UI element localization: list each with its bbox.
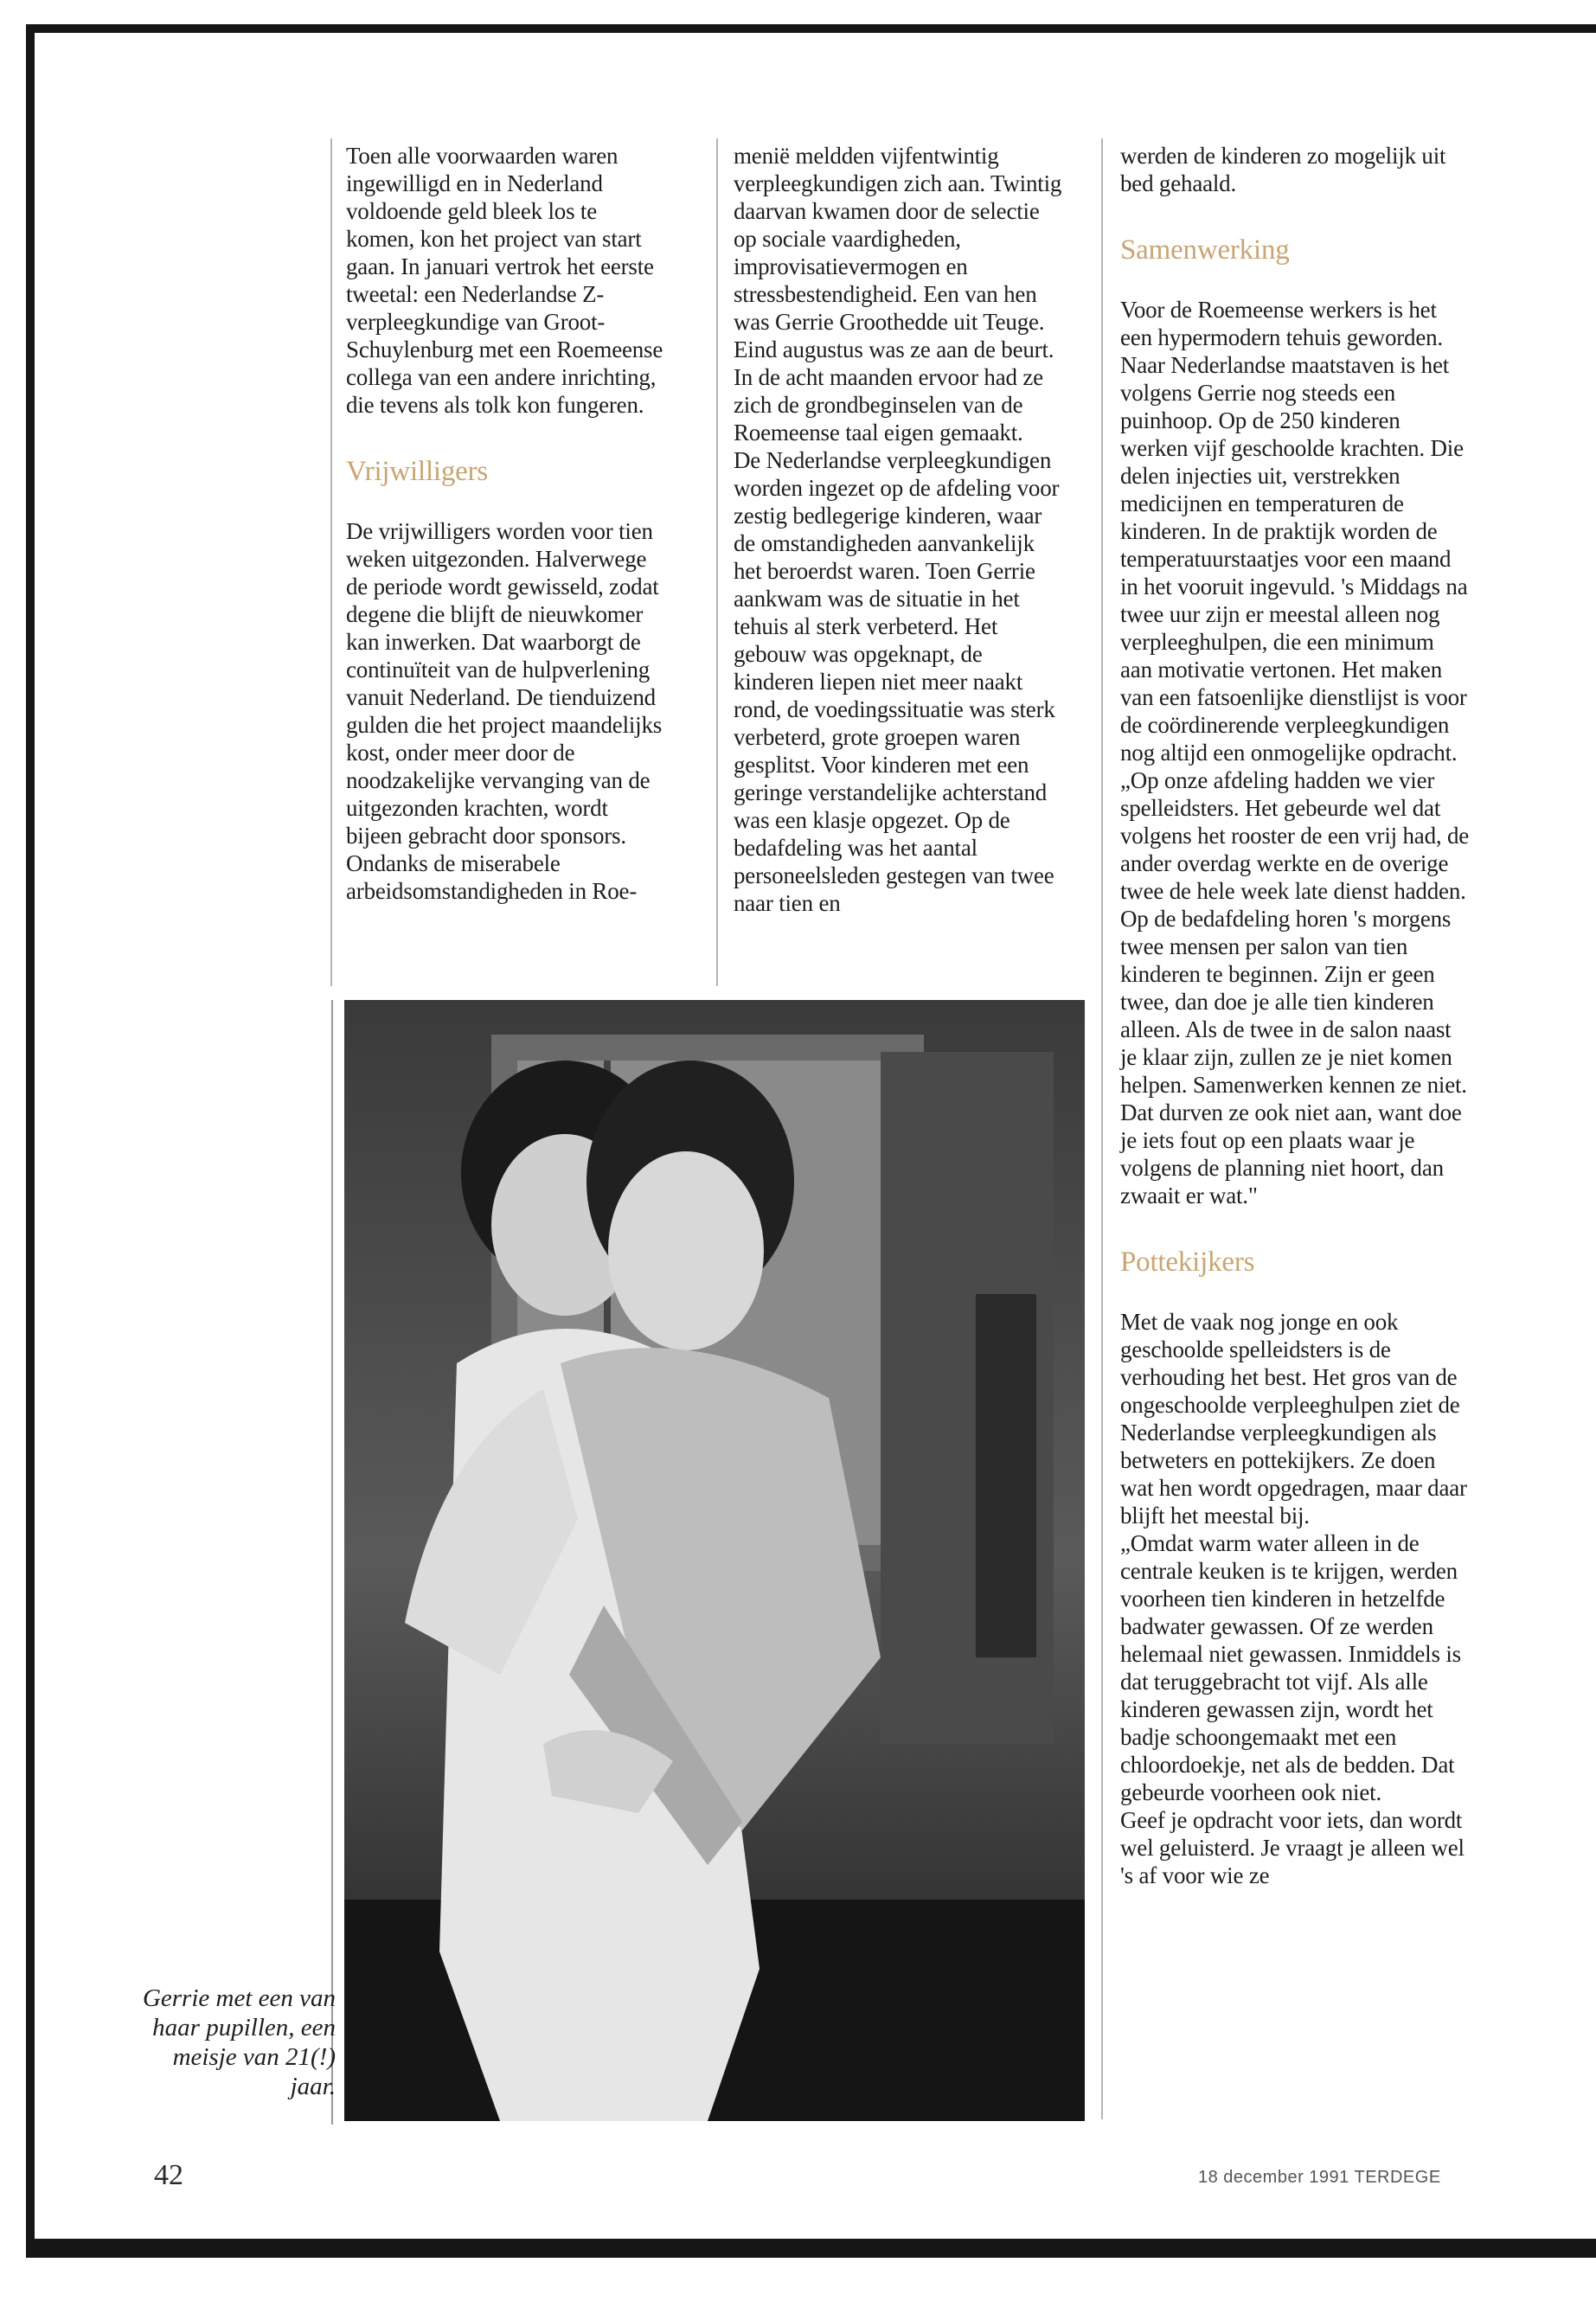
column-divider [716,138,718,986]
left-border [26,24,35,2239]
column-divider [330,138,332,986]
paragraph: Geef je opdracht voor iets, dan wordt wel geluisterd. Je vraagt je alleen wel 's af voor wie ze [1120,1807,1465,1888]
article-column-3 [1120,142,1471,1889]
section-heading-vrijwilligers: Vrijwilligers [346,456,489,487]
paragraph: menië meldden vijfentwintig verpleegkundigen zich aan. Twintig daarvan kwamen door de selectie op sociale vaardigheden, improvisatievermogen en stressbestendigheid. Een van hen was Gerrie Groothedde uit Teuge. Eind augustus was ze aan de beurt. In de acht maanden ervoor had ze zich de grondbeginselen van de Roemeense taal eigen gemaakt. [734,143,1062,445]
page-number: 42 [154,2159,183,2191]
paragraph: „Omdat warm water alleen in de centrale keuken is te krijgen, werden voorheen tien kinderen in hetzelfde badwater gewassen. Of ze werden helemaal niet gewassen. Inmiddels is dat teruggebracht tot vijf. Als alle kinderen gewassen zijn, wordt het badje schoongemaakt met een chloordoekje, net als de bedden. Dat gebeurde voorheen ook niet. [1120,1530,1461,1805]
section-heading-samenwerking: Samenwerking [1120,234,1290,266]
article-column-2 [734,142,1062,917]
paragraph: Met de vaak nog jonge en ook geschoolde spelleidsters is de verhouding het best. Het gros van de ongeschoolde verpleeghulpen ziet de Nederlandse verpleegkundigen als betweters en pottekijkers. Ze doen wat hen wordt opgedragen, maar daar blijft het meestal bij. [1120,1309,1467,1529]
article-column-1 [346,142,666,905]
photo-caption: Gerrie met een van haar pupillen, een meisje van 21(!) jaar. [142,1984,336,2100]
paragraph: De Nederlandse verpleegkundigen worden ingezet op de afdeling voor zestig bedlegerige kinderen, waar de omstandigheden aanvankelijk het beroerdst waren. Toen Gerrie aankwam was de situatie in het tehuis al sterk verbeterd. Het gebouw was opgeknapt, de kinderen liepen niet meer naakt rond, de voedingssituatie was sterk verbeterd, grote groepen waren gesplitst. Voor kinderen met een geringe verstandelijke achterstand was een klasje opgezet. Op de bedafdeling was het aantal personeelsleden gestegen van twee naar tien en [734,447,1060,916]
caption-divider [331,1000,333,2125]
paragraph: Toen alle voorwaarden waren ingewilligd en in Nederland voldoende geld bleek los te komen, kon het project van start gaan. In januari vertrok het eerste tweetal: een Nederlandse Z-verpleegkundige van Groot-Schuylenburg met een Roemeense collega van een andere inrichting, die tevens als tolk kon fungeren. [346,143,663,418]
top-border [26,24,1596,33]
issue-footer: 18 december 1991 TERDEGE [1198,2168,1441,2187]
article-photo [344,1000,1085,2121]
paragraph: werden de kinderen zo mogelijk uit bed gehaald. [1120,143,1446,196]
bottom-border [26,2239,1596,2258]
paragraph: De vrijwilligers worden voor tien weken uitgezonden. Halverwege de periode wordt gewisseld, zodat degene die blijft de nieuwkomer kan inwerken. Dat waarborgt de continuïteit van de hulpverlening vanuit Nederland. De tienduizend gulden die het project maandelijks kost, onder meer door de noodzakelijke vervanging van de uitgezonden krachten, wordt bijeen gebracht door sponsors. [346,518,663,849]
column-divider [1101,138,1103,2119]
paragraph: Ondanks de miserabele arbeidsomstandigheden in Roe- [346,850,638,904]
paragraph: Voor de Roemeense werkers is het een hypermodern tehuis geworden. Naar Nederlandse maatstaven is het volgens Gerrie nog steeds een puinhoop. Op de 250 kinderen werken vijf geschoolde krachten. Die delen injecties uit, verstrekken medicijnen en temperaturen de kinderen. In de praktijk worden de temperatuurstaatjes voor een maand in het vooruit ingevuld. 's Middags na twee uur zijn er meestal alleen nog verpleeghulpen, die een minimum aan motivatie vertonen. Het maken van een fatsoenlijke dienstlijst is voor de coördinerende verpleegkundigen nog altijd een onmogelijke opdracht. „Op onze afdeling hadden we vier spelleidsters. Het gebeurde wel dat volgens het rooster de een vrij had, de ander overdag werkte en de overige twee de hele week late dienst hadden. Op de bedafdeling horen 's morgens twee mensen per salon van tien kinderen te beginnen. Zijn er geen twee, dan doe je alle tien kinderen alleen. Als de twee in de salon naast je klaar zijn, zullen ze je niet komen helpen. Samenwerken kennen ze niet. Dat durven ze ook niet aan, want doe je iets fout op een plaats waar je volgens de planning niet hoort, dan zwaait er wat." [1120,297,1470,1208]
section-heading-pottekijkers: Pottekijkers [1120,1247,1255,1278]
